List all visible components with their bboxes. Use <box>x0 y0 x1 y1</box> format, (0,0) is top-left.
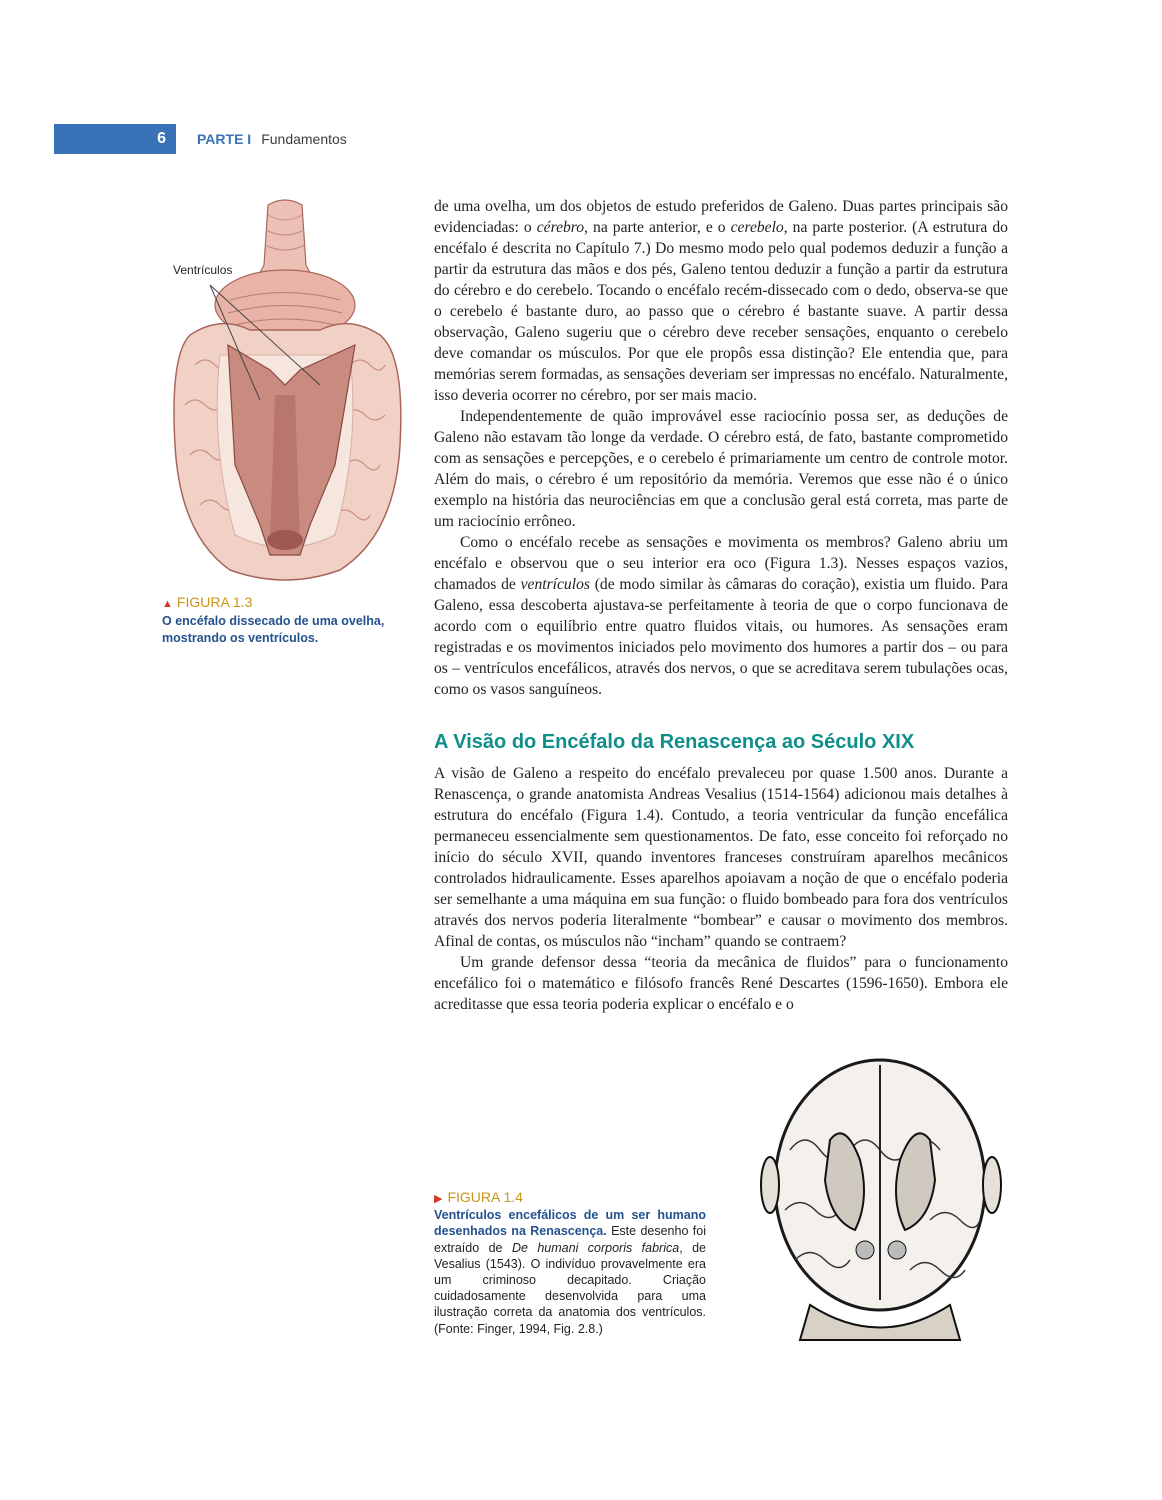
section-body-text <box>434 763 1008 1015</box>
part-label: PARTE I <box>197 131 252 147</box>
paragraph: Independentemente de quão improvável esse raciocínio possa ser, as deduções de Galeno não estavam tão longe da verdade. O cérebro está, de fato, bastante comprometido com as sensações e percepções, e o cerebelo é primariamente um centro de controle motor. Além do mais, o cérebro é um repositório da memória. Veremos que esse não é o único exemplo na história das neurociências em que a conclusão geral está correta, mas parte de um raciocínio errôneo. <box>434 408 1008 530</box>
paragraph: Como o encéfalo recebe as sensações e movimenta os membros? Galeno abriu um encéfalo e observou que o seu interior era oco (Figura 1.3). Nesses espaços vazios, chamados de ventrículos (de modo similar às câmaras do coração), existia um fluido. Para Galeno, essa descoberta ajustava-se perfeitamente à teoria de que o corpo funcionava de acordo com o equilíbrio entre quatro fluidos vitais, ou humores. As sensações eram registradas e os movimentos iniciados pelo movimento dos humores a partir dos – ou para os – ventrículos encefálicos, através dos nervos, o que se acreditava serem tubulações ocas, como os vasos sanguíneos. <box>434 534 1008 698</box>
paragraph: Um grande defensor dessa “teoria da mecânica de fluidos” para o funcionamento encefálico foi o matemático e filósofo francês René Descartes (1596-1650). Embora ele acreditasse que essa teoria poderia explicar o encéfalo e o <box>434 954 1008 1013</box>
figure-1-3-caption <box>162 594 408 647</box>
body-text-column <box>434 196 1008 700</box>
running-header <box>197 131 347 147</box>
triangle-right-icon: ▶ <box>434 1193 443 1205</box>
paragraph: A visão de Galeno a respeito do encéfalo prevaleceu por quase 1.500 anos. Durante a Renascença, o grande anatomista Andreas Vesalius (1514-1564) adicionou mais detalhes à estrutura do encéfalo (Figura 1.4). Contudo, a teoria ventricular da função encefálica permaneceu essencialmente sem questionamentos. De fato, esse conceito foi reforçado no início do século XVII, quando inventores franceses construíram aparelhos mecânicos controlados hidraulicamente. Esses aparelhos apoiavam a noção de que o encéfalo poderia ser semelhante a uma máquina em sua função: o fluido bombeado para fora dos ventrículos através dos nervos poderia literalmente “bombear” e causar o movimento dos membros. Afinal de contas, os músculos não “incham” quando se contraem? <box>434 765 1008 950</box>
sheep-brain-illustration <box>150 195 420 595</box>
figure-1-4-caption-text: Ventrículos encefálicos de um ser humano desenhados na Renascença. Este desenho foi extraído de De humani corporis fabrica, de Vesalius (1543). O indivíduo provavelmente era um criminoso decapitado. Criação cuidadosamente desenvolvida para uma ilustração correta da anatomia dos ventrículos. (Fonte: Finger, 1994, Fig. 2.8.) <box>434 1208 706 1336</box>
section-heading: A Visão do Encéfalo da Renascença ao Século XIX <box>434 731 915 753</box>
vesalius-brain-engraving <box>760 1050 1010 1350</box>
page-number-badge: 6 <box>54 124 176 154</box>
paragraph: de uma ovelha, um dos objetos de estudo preferidos de Galeno. Duas partes principais são evidenciadas: o cérebro, na parte anterior, e o cerebelo, na parte posterior. (A estrutura do encéfalo é descrita no Capítulo 7.) Do mesmo modo pelo qual podemos deduzir a função a partir da estrutura das mãos e dos pés, Galeno tentou deduzir a função a partir da estrutura do cérebro e do cerebelo. Tocando o encéfalo recém-dissecado com o dedo, observa-se que o cerebelo é bastante duro, ao passo que o cérebro é bastante suave. A partir dessa observação, Galeno sugeriu que o cérebro deve receber sensações, enquanto o cerebelo deve comandar os músculos. Por que ele propôs essa distinção? Ele entendia que, para memórias serem formadas, as sensações deveriam ser impressas no encéfalo. Naturalmente, isso deveria ocorrer no cérebro, por ser mais macio. <box>434 198 1008 404</box>
ventricles-label: Ventrículos <box>173 263 233 277</box>
figure-1-4-caption <box>434 1189 706 1337</box>
figure-1-4-title: FIGURA 1.4 <box>447 1189 523 1205</box>
figure-1-3-title: FIGURA 1.3 <box>176 594 253 610</box>
figure-1-3-caption-text: O encéfalo dissecado de uma ovelha, mostrando os ventrículos. <box>162 614 385 645</box>
section-label: Fundamentos <box>261 131 347 147</box>
triangle-up-icon: ▲ <box>162 598 173 610</box>
